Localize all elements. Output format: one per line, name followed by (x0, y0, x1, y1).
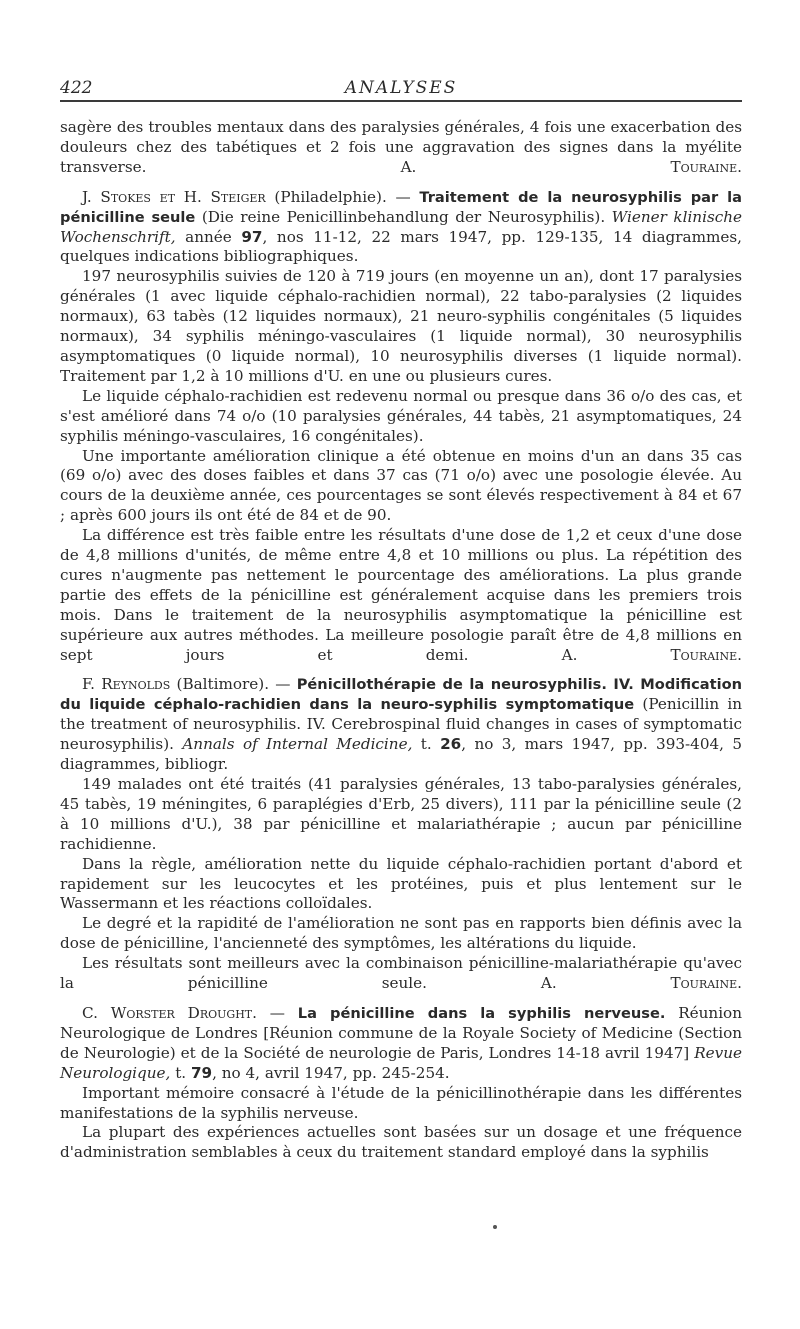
original-title: (Penicillin in the treatment of neurosyphilis. IV. Cerebrospinal fluid changes in cases of symptomatic neurosyphilis). (60, 695, 742, 754)
abstract-paragraph (60, 954, 742, 994)
reference-details: , no 4, avril 1947, pp. 245-254. (212, 1063, 450, 1082)
year-label: année (185, 227, 232, 246)
abstract-paragraph: 197 neurosyphilis suivies de 120 à 719 jours (en moyenne un an), dont 17 paralysies générales (1 avec liquide céphalo-rachidien normal), 22 tabo-paralysies (2 liquides normaux), 63 tabès (12 liquides normaux), 21 neuro-syphilis congénitales (5 liquides normaux), 34 syphilis méningo-vasculaires (1 liquide normal), 30 neurosyphilis asymptomatiques (0 liquide normal), 10 neurosyphilis diverses (1 liquide normal). Traitement par 1,2 à 10 millions d'U. en une ou plusieurs cures. (60, 267, 742, 385)
original-title: (Die reine Penicillinbehandlung der Neurosyphilis). (201, 207, 606, 226)
original-title: Réunion Neurologique de Londres [Réunion commune de la Royale Society of Medicine (Section de Neurologie) et de la Société de neurologie de Paris, Londres 14-18 avril 1947] (60, 1003, 742, 1062)
author-place: (Baltimore). — (176, 675, 291, 694)
year-label: t. (175, 1063, 187, 1082)
article-title: La pénicilline dans la syphilis nerveuse. (297, 1004, 666, 1022)
year-label: t. (420, 735, 432, 754)
abstract-paragraph: Le liquide céphalo-rachidien est redevenu normal ou presque dans 36 o/o des cas, et s'est amélioré dans 74 o/o (10 paralysies générales, 44 tabès, 21 asymptomatiques, 24 syphilis méningo-vasculaires, 16 congénitales). (60, 386, 742, 445)
article-title: Traitement de la neurosyphilis par la pénicilline seule (60, 188, 743, 226)
signature: A. Touraine. (561, 645, 742, 664)
abstract-paragraph: Important mémoire consacré à l'étude de la pénicillinothérapie dans les différentes manifestations de la syphilis nerveuse. (60, 1083, 742, 1122)
authors: F. Reynolds (82, 675, 171, 694)
reference (60, 1004, 742, 1084)
author-place: (Philadelphie). — (274, 187, 411, 206)
page-content (60, 118, 742, 1163)
journal-name: Annals of Internal Medicine, (182, 735, 413, 754)
authors: J. Stokes et H. Steiger (82, 187, 266, 206)
abstract-text: Les résultats sont meilleurs avec la combinaison pénicilline-malariathérapie qu'avec la pénicilline seule. (60, 954, 742, 993)
signature: A. Touraine. (400, 157, 742, 176)
running-head: ANALYSES (344, 78, 458, 98)
review-entry (60, 675, 742, 994)
reference (60, 188, 742, 268)
abstract-paragraph: Une importante amélioration clinique a été obtenue en moins d'un an dans 35 cas (69 o/o) avec des doses faibles et dans 37 cas (71 o/o) avec une posologie élevée. Au cours de la deuxième année, ces pourcentages se sont élevés respectivement à 84 et 67 ; après 600 jours ils ont été de 84 et de 90. (60, 446, 742, 525)
page-number: 422 (60, 78, 93, 98)
article-title: Pénicillothérapie de la neurosyphilis. IV. Modification du liquide céphalo-rachidien dans la neuro-syphilis symptomatique (60, 676, 742, 714)
continuation-paragraph (60, 118, 742, 178)
authors: C. Worster Drought (82, 1003, 253, 1022)
journal-name: Revue Neurologique, (60, 1043, 742, 1082)
page-header (60, 72, 742, 102)
review-entry (60, 188, 742, 666)
reference (60, 675, 742, 775)
author-place: . — (252, 1003, 285, 1022)
continuation-text: sagère des troubles mentaux dans des paralysies générales, 4 fois une exacerbation des douleurs chez des tabétiques et 2 fois une aggravation des signes dans la myélite transverse. (60, 118, 742, 176)
volume-number: 79 (190, 1063, 213, 1082)
journal-name: Wiener klinische Wochenschrift, (60, 207, 743, 246)
print-speck (493, 1225, 497, 1229)
signature: A. Touraine. (540, 974, 743, 993)
abstract-paragraph: La plupart des expériences actuelles sont basées sur un dosage et une fréquence d'administration semblables à ceux du traitement standard employé dans la syphilis (60, 1123, 742, 1162)
abstract-paragraph: Le degré et la rapidité de l'amélioration ne sont pas en rapports bien définis avec la dose de pénicilline, l'ancienneté des symptômes, les altérations du liquide. (60, 914, 742, 953)
abstract-paragraph: Dans la règle, amélioration nette du liquide céphalo-rachidien portant d'abord et rapidement sur les leucocytes et les protéines, puis et plus lentement sur le Wassermann et les réactions colloïdales. (60, 854, 742, 913)
volume-number: 97 (241, 227, 263, 246)
reference-details: , no 3, mars 1947, pp. 393-404, 5 diagrammes, bibliogr. (60, 735, 743, 774)
abstract-paragraph (60, 526, 742, 665)
abstract-text: La différence est très faible entre les résultats d'une dose de 1,2 et ceux d'une dose de 4,8 millions d'unités, de même entre 4,8 et 10 millions ou plus. La répétition des cures n'augmente pas nettement le pourcentage des améliorations. La plus grande partie des effets de la pénicilline est généralement acquise dans les premiers trois mois. Dans le traitement de la neurosyphilis asymptomatique la pénicilline est supérieure aux autres méthodes. La meilleure posologie paraît être de 4,8 millions en sept jours et demi. (60, 526, 742, 664)
reference-details: , nos 11-12, 22 mars 1947, pp. 129-135, 14 diagrammes, quelques indications bibliographiques. (60, 227, 743, 266)
abstract-paragraph: 149 malades ont été traités (41 paralysies générales, 13 tabo-paralysies générales, 45 tabès, 19 méningites, 6 paraplégies d'Erb, 25 divers), 111 par la pénicilline seule (2 à 10 millions d'U.), 38 par pénicilline et malariathérapie ; aucun par pénicilline rachidienne. (60, 775, 742, 853)
volume-number: 26 (440, 735, 462, 754)
review-entry (60, 1004, 742, 1163)
